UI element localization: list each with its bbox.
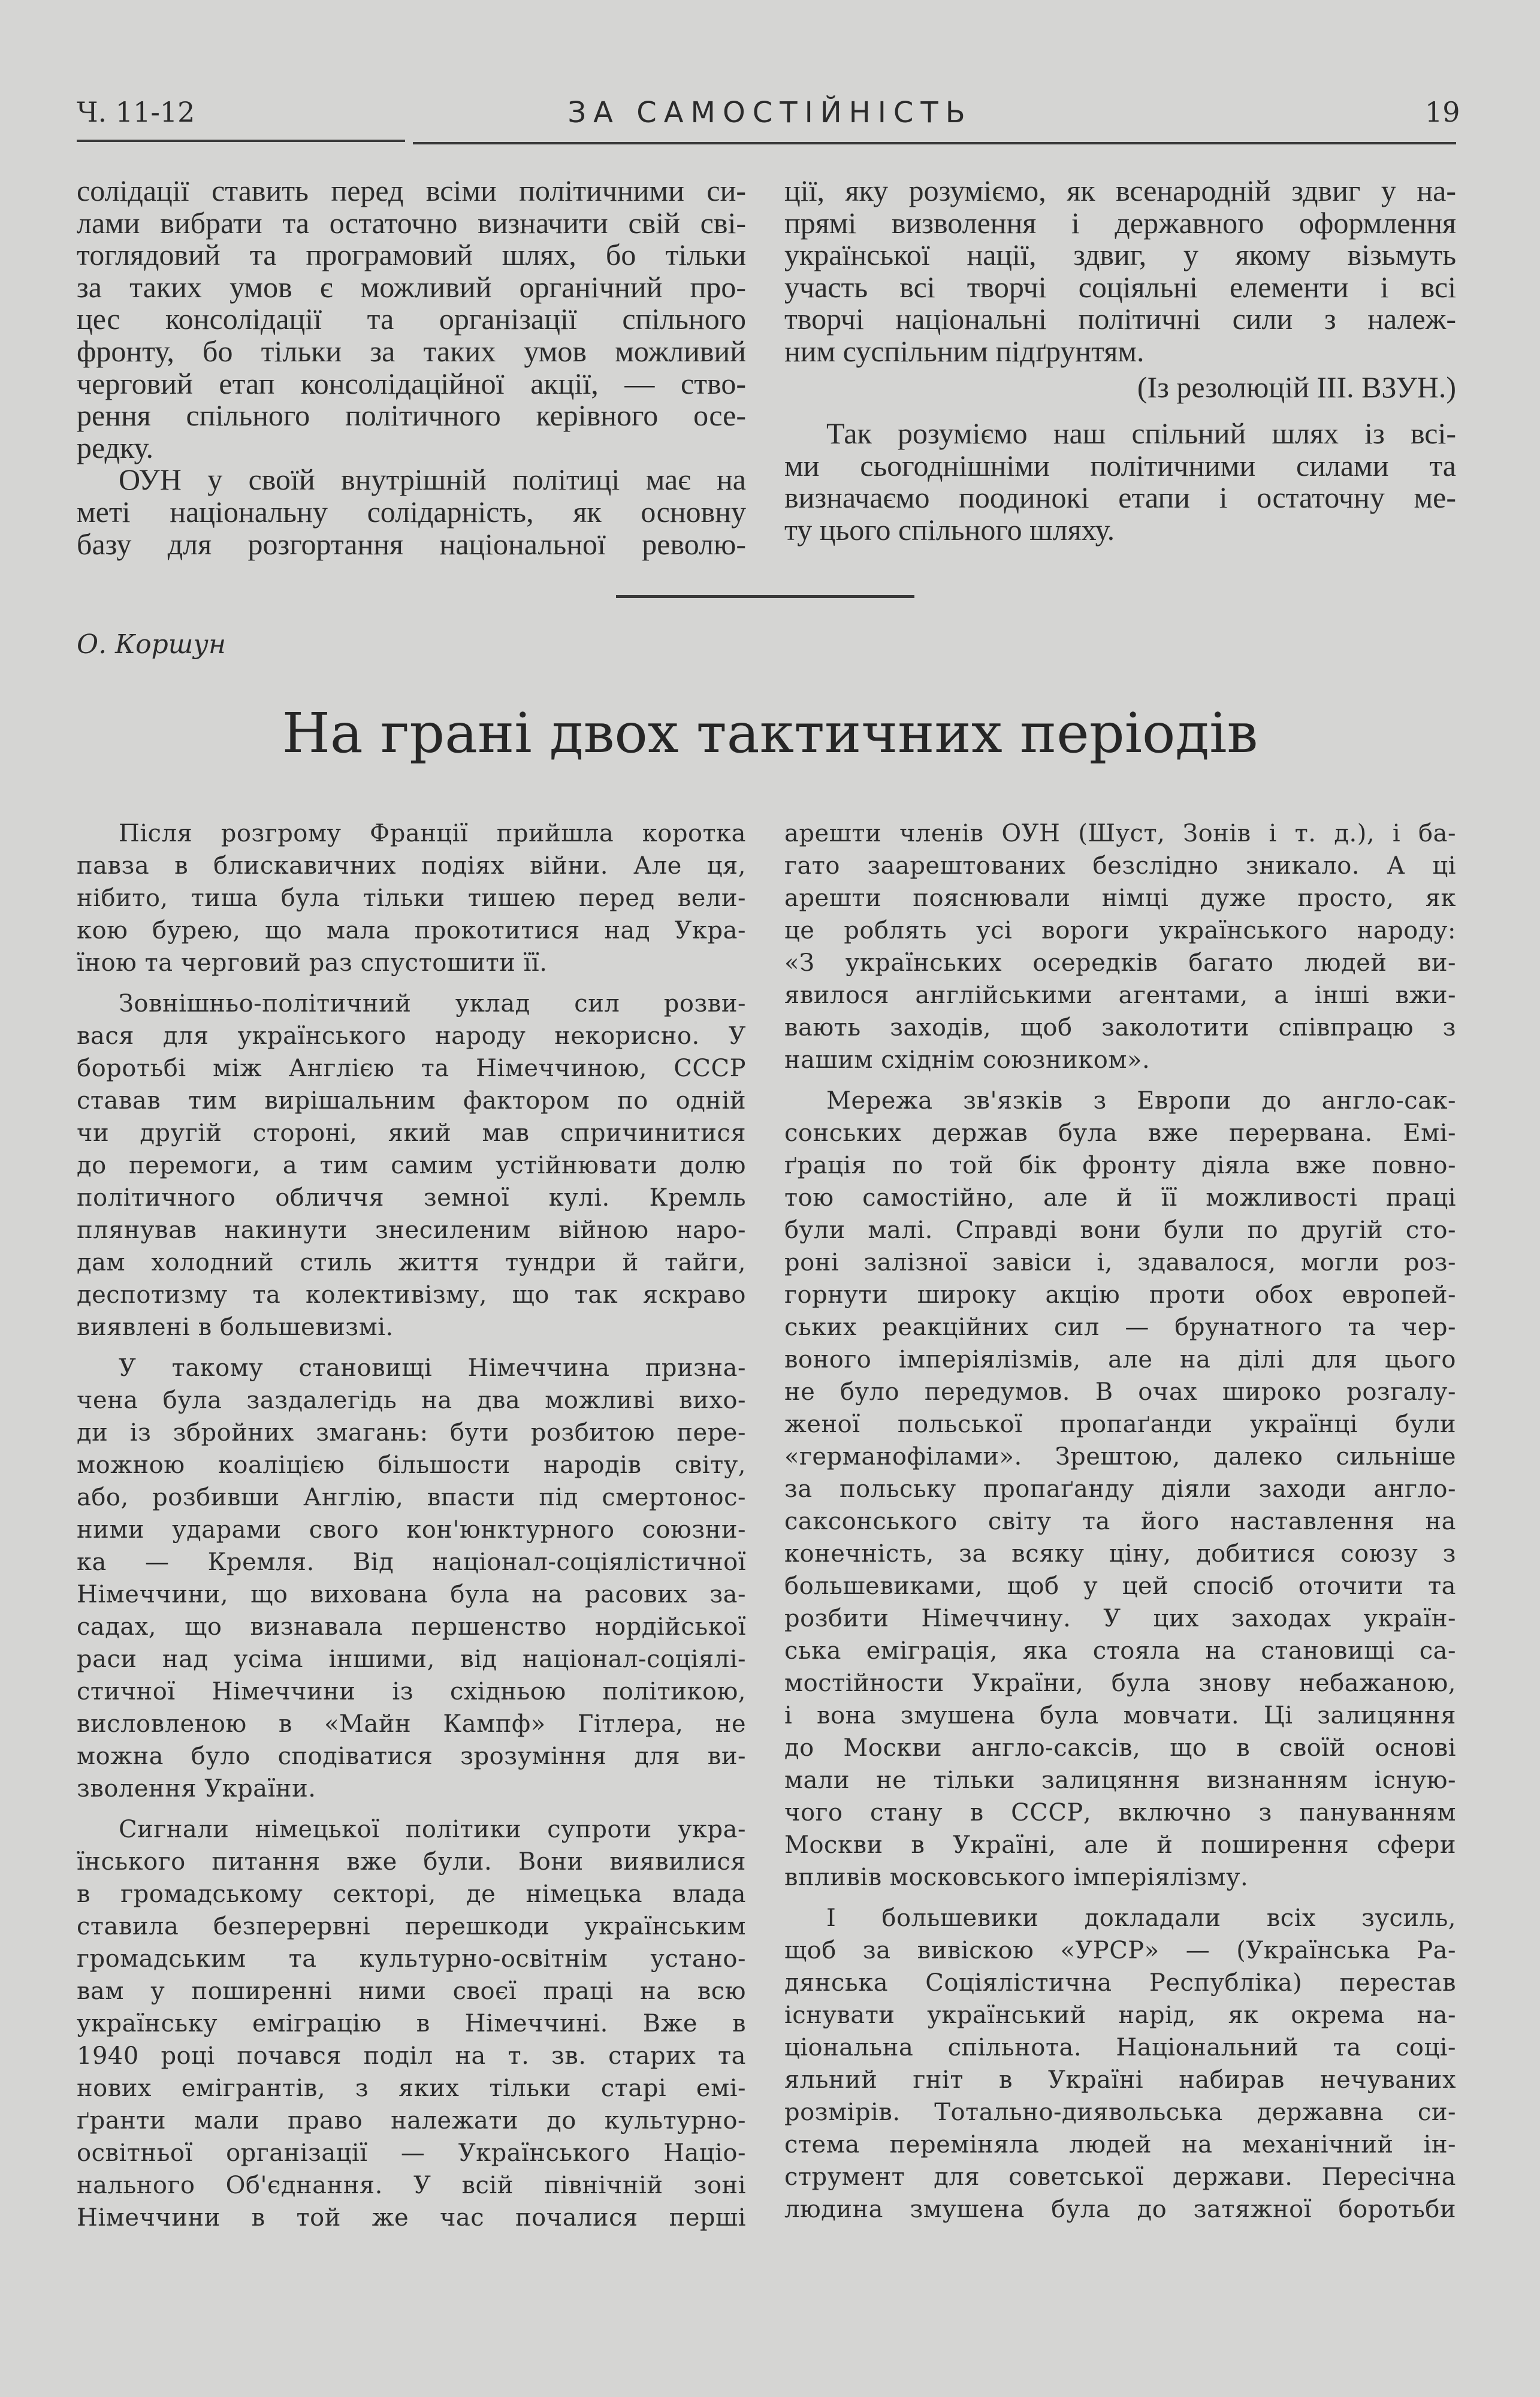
text-line: розбити Німеччину. У цих заходах україн-: [784, 1605, 1456, 1632]
section-divider: [616, 595, 914, 598]
issue-number: Ч. 11-12: [77, 96, 195, 128]
text-line: кою бурею, що мала прокотитися над Укра-: [77, 917, 746, 944]
text-line: нових емігрантів, з яких тільки старі емі-: [77, 2075, 746, 2102]
text-line: нібито, тиша була тільки тишею перед вели-: [77, 884, 746, 912]
text-line: горнути широку акцію проти обох европей-: [784, 1281, 1456, 1309]
header-rule-left: [77, 140, 405, 142]
text-line: їнського питання вже були. Вони виявилися: [77, 1848, 746, 1876]
text-line: ту цього спільного шляху.: [784, 512, 1115, 547]
article-author: О. Коршун: [77, 629, 226, 660]
paragraph: [77, 464, 746, 560]
text-line: ка — Кремля. Від націонал-соціялістичної: [77, 1548, 746, 1576]
text-line: ним суспільним підґрунтям.: [784, 334, 1145, 368]
text-line: були малі. Справді вони були по другій сто-: [784, 1216, 1456, 1244]
text-line: чи другій стороні, який мав спричинитися: [77, 1119, 746, 1147]
paragraph: [77, 817, 746, 979]
text-line: ставав тим вирішальним фактором по одній: [77, 1087, 746, 1115]
text-line: до Москви англо-саксів, що в своїй основі: [784, 1734, 1456, 1762]
text-line: арешти пояснювали німці дуже просто, як: [784, 884, 1456, 912]
text-line: явилося англійськими агентами, а інші вжи-: [784, 982, 1456, 1009]
text-line: впливів московського імперіялізму.: [784, 1864, 1249, 1891]
paragraph: [784, 1085, 1456, 1894]
text-line: боротьбі між Англією та Німеччиною, СССР: [77, 1055, 746, 1082]
text-line: стичної Німеччини із східньою політикою,: [77, 1678, 746, 1705]
text-line: Сигнали німецької політики супроти укра-: [119, 1816, 746, 1843]
text-line: ції, яку розуміємо, як всенародній здвиг у на-: [784, 174, 1456, 207]
paragraph: [784, 1902, 1456, 2226]
text-line: можна було сподіватися зрозуміння для ви-: [77, 1743, 746, 1770]
text-line: і вона змушена була мовчати. Ці залицяння: [784, 1702, 1456, 1729]
text-line: ми сьогоднішніми політичними силами та: [784, 448, 1456, 482]
text-line: яльний гніт в Україні набирав нечуваних: [784, 2066, 1456, 2094]
top-right-column: [784, 175, 1456, 547]
text-line: можною коаліцією більшости народів світу,: [77, 1451, 746, 1479]
text-line: дам холодний стиль життя тундри й тайги,: [77, 1249, 746, 1276]
text-line: політичного обличчя земної кулі. Кремль: [77, 1184, 746, 1212]
text-line: це роблять усі вороги українського народу:: [784, 917, 1456, 944]
text-line: воного імперіялізмів, але на ділі для цього: [784, 1346, 1456, 1373]
text-line: вають заходів, щоб заколотити співпрацю з: [784, 1014, 1456, 1041]
text-line: Німеччини в той же час почалися перші: [77, 2204, 746, 2232]
text-line: щоб за вивіскою «УРСР» — (Українська Ра-: [784, 1937, 1456, 1964]
text-line: або, розбивши Англію, впасти під смертонос-: [77, 1484, 746, 1511]
text-line: визначаємо поодинокі етапи і остаточну ме-: [784, 481, 1456, 515]
text-line: зволення України.: [77, 1775, 316, 1803]
text-line: ними ударами свого кон'юнктурного союзни-: [77, 1516, 746, 1544]
text-line: не було передумов. В очах широко розгалу-: [784, 1378, 1456, 1406]
text-line: лами вибрати та остаточно визначити свій сві-: [77, 206, 746, 240]
text-line: ставила безперервні перешкоди українським: [77, 1913, 746, 1940]
text-line: Німеччини, що вихована була на расових за-: [77, 1581, 746, 1608]
text-line: розмірів. Тотально-диявольська державна си-: [784, 2099, 1456, 2126]
text-line: ська еміграція, яка стояла на становищі са-: [784, 1637, 1456, 1665]
paragraph: [77, 1813, 746, 2234]
text-line: тоглядовий та програмовий шлях, бо тільки: [77, 238, 746, 272]
article-right-column: [784, 817, 1456, 2226]
text-line: стема переміняла людей на механічний ін-: [784, 2131, 1456, 2158]
text-line: за польську пропаґанду діяли заходи англо-: [784, 1475, 1456, 1503]
page-number: 19: [1425, 96, 1460, 128]
text-line: редку.: [77, 430, 154, 464]
article-title: На грані двох тактичних періодів: [282, 701, 1258, 765]
paragraph: [77, 988, 746, 1344]
text-line: меті національну солідарність, як основну: [77, 494, 746, 529]
text-line: струмент для советської держави. Пересічна: [784, 2163, 1456, 2191]
text-line: існувати український нарід, як окрема на-: [784, 2001, 1456, 2029]
text-line: чого стану в СССР, включно з пануванням: [784, 1799, 1456, 1827]
text-line: арешти членів ОУН (Шуст, Зонів і т. д.), і ба-: [784, 820, 1456, 847]
text-line: вася для українського народу некорисно. У: [77, 1022, 746, 1050]
text-line: 1940 році почався поділ на т. зв. старих та: [77, 2042, 746, 2070]
text-line: до перемоги, а тим самим устійнювати долю: [77, 1152, 746, 1179]
text-line: большевиками, щоб у цей спосіб оточити та: [784, 1572, 1456, 1600]
text-line: ських реакційних сил — брунатного та чер-: [784, 1314, 1456, 1341]
text-line: ґрація по той бік фронту діяла вже повно-: [784, 1152, 1456, 1179]
text-line: У такому становищі Німеччина призна-: [119, 1354, 746, 1382]
header-rule-right: [413, 142, 1456, 144]
text-line: ОУН у своїй внутрішній політиці має на: [119, 463, 746, 497]
text-line: участь всі творчі соціяльні елементи і всі: [784, 270, 1456, 304]
paragraph: [77, 175, 746, 464]
text-line: Мережа зв'язків з Европи до англо-сак-: [826, 1087, 1456, 1115]
paragraph: [784, 175, 1456, 368]
text-line: мали не тільки залицяння визнанням існую-: [784, 1767, 1456, 1794]
text-line: женої польської пропаґанди українці були: [784, 1411, 1456, 1438]
text-line: творчі національні політичні сили з належ-: [784, 302, 1456, 336]
text-line: Зовнішньо-політичний уклад сил розви-: [119, 990, 746, 1018]
top-left-column: [77, 175, 746, 560]
text-line: нашим східнім союзником».: [784, 1046, 1151, 1074]
text-line: Після розгрому Франції прийшла коротка: [119, 820, 746, 847]
text-line: прямі визволення і державного оформлення: [784, 206, 1456, 240]
text-line: людина змушена була до затяжної боротьби: [784, 2196, 1456, 2223]
article-left-column: [77, 817, 746, 2234]
text-line: тою самостійно, але й її можливості праці: [784, 1184, 1456, 1212]
text-line: ди із збройних змагань: бути розбитою пере-: [77, 1419, 746, 1447]
text-line: садах, що визнавала першенство нордійської: [77, 1613, 746, 1641]
text-line: виявлені в большевизмі.: [77, 1314, 394, 1341]
text-line: вам у поширенні ними своєї праці на всю: [77, 1978, 746, 2005]
text-line: дянська Соціялістична Республіка) перестав: [784, 1969, 1456, 1997]
text-line: Москви в Україні, але й поширення сфери: [784, 1831, 1456, 1859]
text-line: гато заарештованих безслідно зникало. А ці: [784, 852, 1456, 880]
text-line: роні залізної завіси і, здавалося, могли роз-: [784, 1249, 1456, 1276]
text-line: «германофілами». Зрештою, далеко сильніше: [784, 1443, 1456, 1471]
text-line: раси над усіма іншими, від націонал-соціялі-: [77, 1646, 746, 1673]
text-line: українську еміграцію в Німеччині. Вже в: [77, 2010, 746, 2037]
text-line: деспотизму та колективізму, що так яскраво: [77, 1281, 746, 1309]
text-line: освітньої організації — Українського Націо-: [77, 2139, 746, 2167]
text-line: плянував накинути знесиленим війною наро-: [77, 1216, 746, 1244]
text-line: «З українських осередків багато людей ви-: [784, 949, 1456, 977]
text-line: цес консолідації та організації спільного: [77, 302, 746, 336]
text-line: конечність, за всяку ціну, добитися союзу з: [784, 1540, 1456, 1568]
text-line: нального Об'єднання. У всій північній зоні: [77, 2172, 746, 2199]
text-line: сонських держав була вже перервана. Емі-: [784, 1119, 1456, 1147]
text-line: фронту, бо тільки за таких умов можливий: [77, 334, 746, 368]
text-line: ґранти мали право належати до культурно-: [77, 2107, 746, 2135]
text-line: їною та черговий раз спустошити її.: [77, 949, 548, 977]
text-line: чена була заздалегідь на два можливі вихо-: [77, 1387, 746, 1414]
text-line: саксонського світу та його наставлення на: [784, 1508, 1456, 1535]
journal-title: ЗА САМОСТІЙНІСТЬ: [567, 96, 973, 129]
text-line: павза в блискавичних подіях війни. Але ця,: [77, 852, 746, 880]
text-line: Так розуміємо наш спільний шлях із всі-: [826, 416, 1456, 451]
text-line: висловленою в «Майн Кампф» Гітлера, не: [77, 1710, 746, 1738]
text-line: І большевики докладали всіх зусиль,: [826, 1904, 1456, 1932]
text-line: (Із резолюцій III. ВЗУН.): [1137, 370, 1456, 404]
text-line: громадським та культурно-освітнім устано-: [77, 1945, 746, 1973]
text-line: солідації ставить перед всіми політичними си-: [77, 174, 746, 207]
text-line: української нації, здвиг, у якому візьмуть: [784, 238, 1456, 272]
text-line: базу для розгортання національної револю-: [77, 527, 746, 561]
text-line: ціональна спільнота. Національний та соці-: [784, 2034, 1456, 2061]
paragraph: [784, 418, 1456, 546]
paragraph: [77, 1352, 746, 1805]
text-line: черговий етап консолідаційної акції, — ство-: [77, 366, 746, 400]
attribution: [784, 372, 1456, 404]
text-line: за таких умов є можливий органічний про-: [77, 270, 746, 304]
text-line: мостійности України, була знову небажаною,: [784, 1670, 1456, 1697]
text-line: рення спільного політичного керівного осе-: [77, 399, 746, 433]
paragraph: [784, 817, 1456, 1076]
text-line: в громадському секторі, де німецька влада: [77, 1880, 746, 1908]
